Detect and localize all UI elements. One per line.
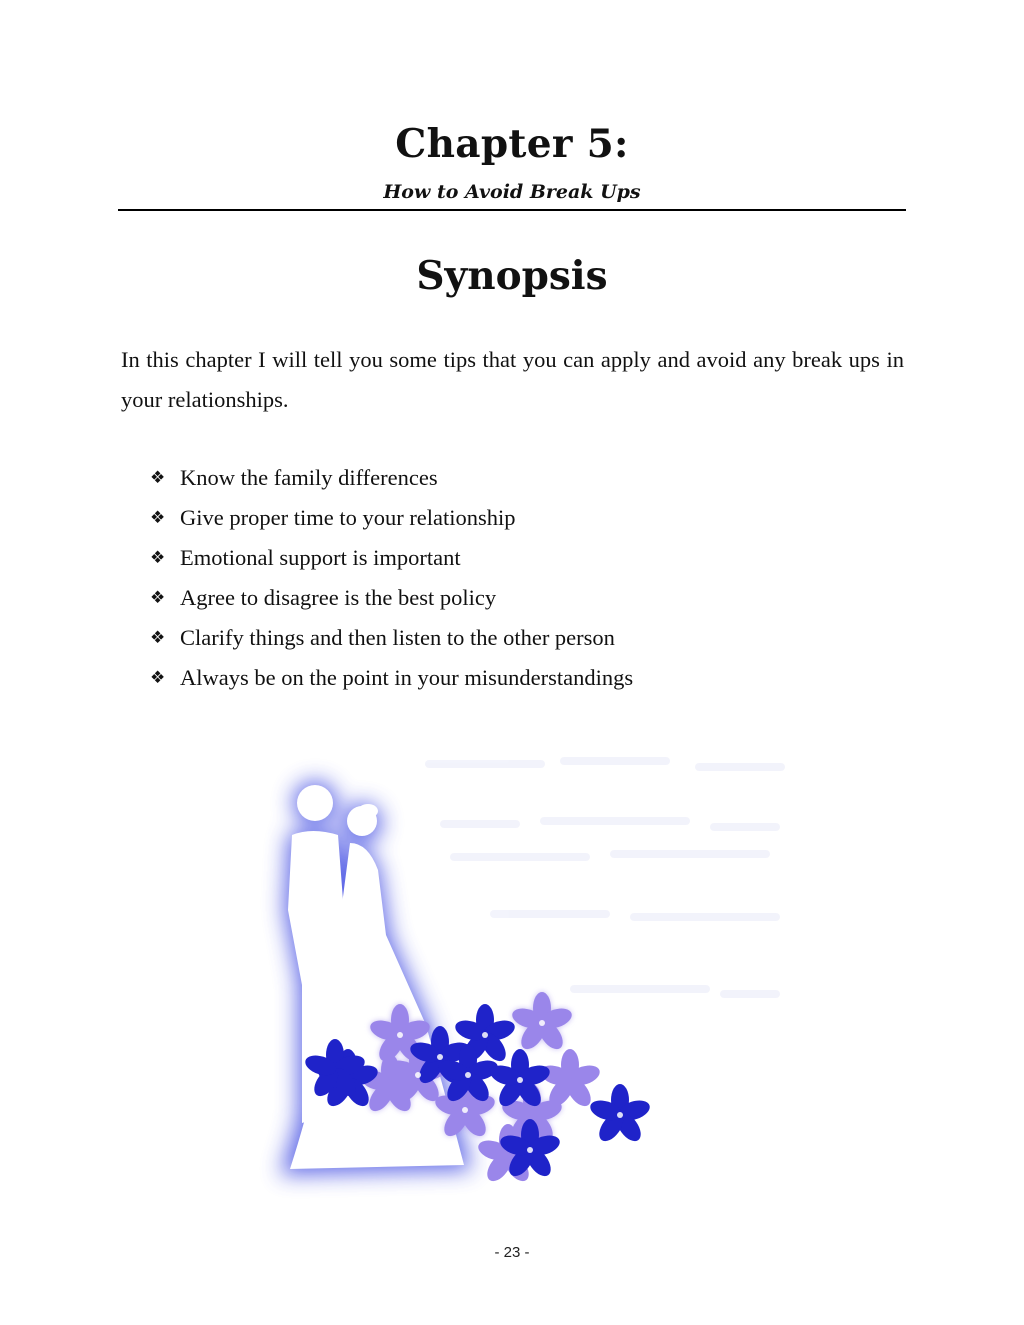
chapter-title: Chapter 5: xyxy=(395,121,629,167)
diamond-bullet-icon: ❖ xyxy=(150,508,166,527)
diamond-bullet-icon: ❖ xyxy=(150,668,166,687)
wedding-couple-illustration xyxy=(240,735,800,1205)
chapter-subtitle: How to Avoid Break Ups xyxy=(383,181,641,203)
tip-item xyxy=(150,658,633,698)
tip-item xyxy=(150,578,633,618)
tip-text: Give proper time to your relationship xyxy=(180,505,516,530)
tips-list xyxy=(150,458,633,698)
synopsis-heading: Synopsis xyxy=(416,253,608,299)
tip-text: Agree to disagree is the best policy xyxy=(180,585,497,610)
diamond-bullet-icon: ❖ xyxy=(150,468,166,487)
title-divider xyxy=(118,209,906,211)
diamond-bullet-icon: ❖ xyxy=(150,548,166,567)
tip-item xyxy=(150,458,633,498)
diamond-bullet-icon: ❖ xyxy=(150,628,166,647)
tip-item xyxy=(150,498,633,538)
silhouette xyxy=(288,785,464,1169)
synopsis-intro: In this chapter I will tell you some tips that you can apply and avoid any break ups in your relationships. xyxy=(121,347,904,412)
page-number: - 23 - xyxy=(494,1244,530,1261)
diamond-bullet-icon: ❖ xyxy=(150,588,166,607)
tip-item xyxy=(150,538,633,578)
tip-text: Emotional support is important xyxy=(180,545,461,570)
tip-text: Clarify things and then listen to the other person xyxy=(180,625,615,650)
faint-background-text xyxy=(425,757,785,998)
tip-item xyxy=(150,618,633,658)
tip-text: Always be on the point in your misunderstandings xyxy=(180,665,634,690)
tip-text: Know the family differences xyxy=(180,465,438,490)
